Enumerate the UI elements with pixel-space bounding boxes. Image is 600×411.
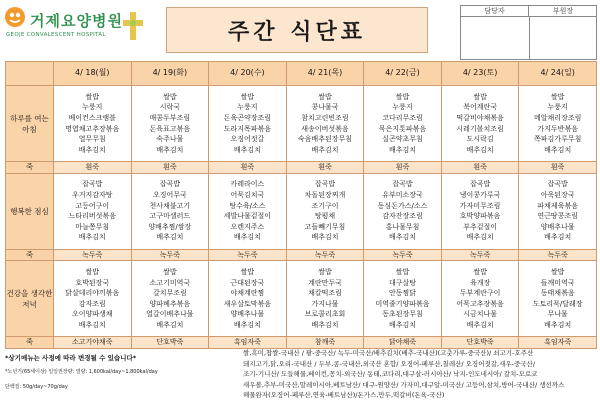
day-header: 4/ 21(목) — [286, 62, 364, 86]
origin-line: 돼지고기,닭,오리-국내산 / 두부,콩-국내산,외국산 혼합/ 오징어-페루산,칠레산/ 오징어젓갈,새우-중국산/ — [243, 359, 536, 368]
menu-item: 어묵김치국 — [230, 190, 265, 199]
porridge-label: 죽 — [6, 337, 54, 349]
menu-item: 배추김치 — [233, 320, 261, 329]
menu-item: 부추겉절이 — [463, 222, 497, 231]
menu-item: 명엽채고추장볶음 — [65, 124, 120, 133]
meal-label: 건강을 생각한 저녁 — [6, 261, 54, 337]
porridge-row — [6, 162, 597, 174]
menu-item: 오징어무국 — [152, 190, 187, 199]
meal-cell — [441, 173, 519, 249]
menu-item: 호박된장국 — [75, 278, 110, 287]
menu-item: 천사채불고기 — [149, 201, 191, 210]
menu-item: 탕평채 — [314, 212, 336, 221]
menu-item: 시락국 — [159, 103, 180, 112]
menu-item: 배추김치 — [544, 145, 572, 154]
day-header: 4/ 18(월) — [54, 62, 132, 86]
porridge-cell: 닭야채죽 — [364, 337, 442, 349]
menu-item: 돈육표고볶음 — [149, 124, 191, 133]
meal-cell — [209, 86, 287, 162]
menu-item: 잡곡밥 — [82, 180, 103, 189]
porridge-cell: 흰죽 — [131, 162, 209, 174]
meal-cell — [519, 86, 597, 162]
page-title: 주간 식단표 — [228, 19, 366, 45]
menu-item: 느타리버섯볶음 — [68, 212, 116, 221]
meal-label: 하루를 여는 아침 — [6, 86, 54, 162]
menu-item: 새우살토막볶음 — [223, 299, 272, 308]
menu-item: 쌀밥 — [550, 267, 565, 276]
porridge-cell: 흰죽 — [519, 162, 597, 174]
menu-item: 동태채볶음 — [540, 289, 575, 298]
menu-item: 열무무침 — [78, 135, 106, 144]
page-title-box — [166, 7, 428, 53]
day-header: 4/ 24(일) — [519, 62, 597, 86]
menu-item: 배추김치 — [389, 320, 417, 329]
meal-row — [6, 86, 597, 162]
meal-cell — [519, 261, 597, 337]
menu-item: 배추김치 — [466, 233, 494, 242]
menu-item: 배추김치 — [466, 145, 494, 154]
menu-item: 떡갈비야채볶음 — [456, 113, 504, 122]
corner-cell — [6, 62, 54, 86]
menu-item: 쌀밥 — [85, 267, 100, 276]
menu-item: 배추김치 — [389, 145, 417, 154]
menu-item: 배추김치 — [156, 320, 184, 329]
menu-item: 쌀밥 — [550, 92, 565, 101]
meal-cell — [209, 173, 287, 249]
menu-item: 미역줄기양파볶음 — [375, 299, 430, 308]
porridge-cell: 흑임자죽 — [519, 337, 597, 349]
menu-item: 쌀밥 — [395, 92, 410, 101]
menu-item: 닭살데리야끼볶음 — [65, 289, 120, 298]
porridge-cell: 단호박죽 — [441, 337, 519, 349]
menu-item: 배추김치 — [156, 145, 184, 154]
menu-item: 숙주나물 — [156, 135, 184, 144]
menu-item: 누룽지 — [237, 103, 258, 112]
meal-cell — [286, 261, 364, 337]
porridge-cell: 흰죽 — [364, 162, 442, 174]
meal-row — [6, 261, 597, 337]
menu-item: 시레기볼치조림 — [456, 124, 504, 133]
meal-cell — [286, 86, 364, 162]
meal-cell — [131, 261, 209, 337]
menu-item: 누룽지 — [392, 103, 413, 112]
menu-item: 세발나물겉절이 — [223, 212, 272, 221]
menu-item: 도라지목파볶음 — [223, 124, 272, 133]
menu-item: 잡곡밥 — [469, 180, 491, 189]
porridge-cell: 녹두죽 — [131, 249, 209, 261]
porridge-cell: 흰죽 — [54, 162, 132, 174]
menu-item: 고들빼기무침 — [304, 222, 346, 231]
menu-item: 코다리무조림 — [382, 113, 423, 122]
menu-item: 잡곡밥 — [159, 180, 180, 189]
menu-item: 유부미소장국 — [382, 190, 423, 199]
meal-cell — [519, 173, 597, 249]
porridge-cell: 녹두죽 — [441, 249, 519, 261]
menu-item: 양배추나물 — [230, 310, 265, 319]
menu-item: 배추김치 — [78, 320, 106, 329]
menu-item: 쌀밥 — [163, 92, 177, 101]
menu-item: 연근땅콩조림 — [537, 212, 578, 221]
menu-item: 파채제육볶음 — [537, 201, 578, 210]
menu-item: 들깨미역국 — [540, 278, 575, 287]
menu-item: 우거지감자탕 — [71, 190, 113, 199]
hospital-logo — [4, 2, 154, 52]
meal-cell — [364, 261, 442, 337]
menu-item: 묵은지톳파볶음 — [378, 124, 427, 133]
cross-icon — [122, 10, 144, 42]
protein-note: 단백질: 50g/day~70g/day — [5, 384, 68, 390]
menu-item: 쌀밥 — [318, 92, 332, 101]
porridge-row — [6, 249, 597, 261]
porridge-label: 죽 — [6, 162, 54, 174]
origin-line: 쌀,흑미,찹쌀-국내산 / 팥-중국산/ 녹두-미국산/배추김치(배추-국내산)(고춧가루-중국산)/ 쇠고기-호주산 — [243, 349, 534, 357]
menu-item: 계란만두국 — [308, 278, 342, 287]
meal-cell — [286, 173, 364, 249]
menu-item: 도토리묵/달래장 — [532, 299, 583, 308]
menu-item: 카레라이스 — [230, 180, 265, 189]
menu-item: 가자미무조림 — [459, 201, 501, 210]
approval-staff-label: 담당자 — [461, 6, 529, 17]
menu-item: 호박양파볶음 — [459, 212, 501, 221]
menu-item: 동심돈가스/소스 — [377, 201, 428, 210]
menu-item: 배추김치 — [233, 233, 261, 242]
menu-item: 냉이콩가루국 — [459, 190, 501, 199]
meal-cell — [54, 261, 132, 337]
menu-item: 메알채리장조림 — [534, 113, 582, 122]
menu-item: 쌀밥 — [473, 92, 487, 101]
menu-item: 어묵고추장볶음 — [456, 299, 504, 308]
menu-item: 쌀밥 — [318, 267, 332, 276]
menu-item: 근대된장국 — [230, 278, 265, 287]
menu-item: 누룽지 — [547, 103, 568, 112]
menu-item: 배추김치 — [311, 233, 339, 242]
porridge-cell: 흑임자죽 — [209, 337, 287, 349]
menu-item: 배추김치 — [544, 320, 572, 329]
menu-item: 채칼떡조림 — [308, 289, 342, 298]
menu-item: 쌀밥 — [240, 92, 255, 101]
porridge-cell: 녹두죽 — [364, 249, 442, 261]
menu-item: 배추김치 — [311, 320, 339, 329]
menu-item: 오징어젓갈 — [230, 135, 265, 144]
menu-item: 차돌된장찌개 — [304, 190, 346, 199]
porridge-cell: 녹두죽 — [519, 249, 597, 261]
meal-cell — [131, 173, 209, 249]
approval-deputy-label: 부원장 — [529, 6, 597, 17]
menu-item: 육개장 — [469, 278, 491, 287]
origin-info — [243, 348, 597, 401]
menu-item: 고등어구이 — [75, 201, 110, 210]
meal-cell — [54, 173, 132, 249]
menu-item: 고구마샐러드 — [149, 212, 191, 221]
menu-item: 누룽지 — [82, 103, 103, 112]
menu-item: 오이양파생채 — [71, 310, 113, 319]
porridge-cell: 녹두죽 — [209, 249, 287, 261]
porridge-cell: 단호박죽 — [131, 337, 209, 349]
menu-item: 열갈이배추나물 — [146, 310, 194, 319]
menu-item: 대구살탕 — [389, 278, 417, 287]
menu-item: 베이컨스크램블 — [68, 113, 116, 122]
menu-item: 야채계란찜 — [230, 289, 265, 298]
menu-item: 잡곡밥 — [314, 180, 336, 189]
menu-item: 돈육곤약장조림 — [223, 113, 272, 122]
menu-item: 잡곡밥 — [547, 180, 568, 189]
meal-cell — [131, 86, 209, 162]
menu-item: 숙음배추된장무침 — [297, 135, 353, 144]
menu-item: 안동찜닭 — [389, 289, 417, 298]
hospital-logo-icon — [4, 6, 26, 28]
meal-cell — [364, 86, 442, 162]
meal-label: 행복한 점심 — [6, 173, 54, 249]
menu-item: 마늘쫑무침 — [75, 222, 110, 231]
meal-cell — [441, 261, 519, 337]
day-header: 4/ 20(수) — [209, 62, 287, 86]
menu-item: 브로콜리초회 — [304, 310, 346, 319]
menu-item: 쌀밥 — [85, 92, 100, 101]
hospital-sub-name: GEOJE CONVALESCENT HOSPITAL — [6, 32, 106, 38]
menu-item: 가지나물 — [311, 299, 339, 308]
day-header-row — [6, 62, 597, 86]
menu-item: 콩나물국 — [311, 103, 339, 112]
day-header: 4/ 19(화) — [131, 62, 209, 86]
change-notice: *상기메뉴는 사정에 따라 변경될 수 있습니다* — [5, 354, 137, 362]
menu-item: 동초된장무침 — [382, 310, 423, 319]
menu-item: 매콤두부조림 — [149, 113, 191, 122]
menu-item: 오렌지주스 — [230, 222, 265, 231]
menu-item: 쪽파김가루무침 — [534, 135, 582, 144]
menu-item: 두부계란구이 — [459, 289, 501, 298]
meal-cell — [441, 86, 519, 162]
meal-cell — [364, 173, 442, 249]
porridge-row — [6, 337, 597, 349]
menu-item: 시금치나물 — [463, 310, 497, 319]
menu-item: 배추김치 — [78, 233, 106, 242]
menu-item: 조기구이 — [311, 201, 339, 210]
hospital-name: 거제요양병원 — [30, 12, 123, 30]
menu-item: 감자조림 — [78, 299, 106, 308]
notes-section — [5, 350, 241, 390]
porridge-cell: 녹두죽 — [286, 249, 364, 261]
day-header: 4/ 22(금) — [364, 62, 442, 86]
menu-item: 새송이버섯볶음 — [301, 124, 349, 133]
menu-item: 쌀밥 — [163, 267, 177, 276]
menu-item: 참치고린빈조림 — [301, 113, 349, 122]
meal-cell — [209, 261, 287, 337]
menu-item: 배추김치 — [544, 233, 572, 242]
menu-item: 도시락김 — [466, 135, 494, 144]
menu-item: 배추김치 — [233, 145, 261, 154]
origin-line: 해물완자(오징어-페루산,연육-베트남산)/돈가스,만두,떡갈비(돈육-국산) — [243, 391, 445, 399]
menu-item: 배추김치 — [466, 320, 494, 329]
menu-item: 갈치무조림 — [152, 289, 187, 298]
menu-item: 양파베추볶음 — [149, 299, 191, 308]
meal-row — [6, 173, 597, 249]
porridge-cell: 흰죽 — [209, 162, 287, 174]
menu-item: 배추김치 — [156, 233, 184, 242]
menu-item: 양배추나물 — [540, 222, 575, 231]
weekly-menu-table — [5, 61, 597, 349]
menu-item: 배추김치 — [311, 145, 339, 154]
origin-line: 조기-기니산/ 도들해물,베이컨,꽁치-외국산/ 동태,코다리,대구살-러시아산/ 낙지-인도네시아/ 갈치-모로코 — [243, 370, 538, 378]
menu-item: 홍나물무침 — [385, 222, 420, 231]
porridge-cell: 흰죽 — [441, 162, 519, 174]
porridge-cell: 참깨죽 — [286, 337, 364, 349]
porridge-cell: 녹두죽 — [54, 249, 132, 261]
menu-item: 배추김치 — [389, 233, 417, 242]
menu-item: 배추김치 — [78, 145, 106, 154]
meal-cell — [54, 86, 132, 162]
approval-box — [460, 5, 597, 60]
porridge-label: 죽 — [6, 249, 54, 261]
porridge-cell: 소고기야채죽 — [54, 337, 132, 349]
menu-item: 북어계란국 — [463, 103, 497, 112]
menu-item: 쌀밥 — [395, 267, 410, 276]
menu-item: 탕수육/소스 — [229, 201, 266, 210]
menu-item: 실곤약초무침 — [382, 135, 423, 144]
nutrition-note: *노년기(65세이상) 일일권장량: 열량: 1,600kal/day~1,800kal/day — [5, 369, 158, 375]
porridge-cell: 흰죽 — [286, 162, 364, 174]
menu-item: 소고기미역국 — [149, 278, 191, 287]
origin-line: 새우볼,추부-미국산,말레이시아,베트남산/ 대구-원양산/ 가자미,대구알-미국산/ 고등어,삼치,방어-국내산/ 생선까스 — [243, 380, 565, 389]
approval-divider — [529, 17, 530, 59]
menu-item: 쌀밥 — [473, 267, 487, 276]
menu-item: 쌀밥 — [240, 267, 255, 276]
menu-item: 가지두반볶음 — [537, 124, 578, 133]
menu-item: 잡곡밥 — [392, 180, 413, 189]
day-header: 4/ 23(토) — [441, 62, 519, 86]
menu-item: 감자잔장조림 — [382, 212, 423, 221]
menu-item: 아욱된장국 — [540, 190, 575, 199]
menu-item: 무나물 — [547, 310, 568, 319]
menu-item: 양배추찜/쌈장 — [148, 222, 192, 231]
